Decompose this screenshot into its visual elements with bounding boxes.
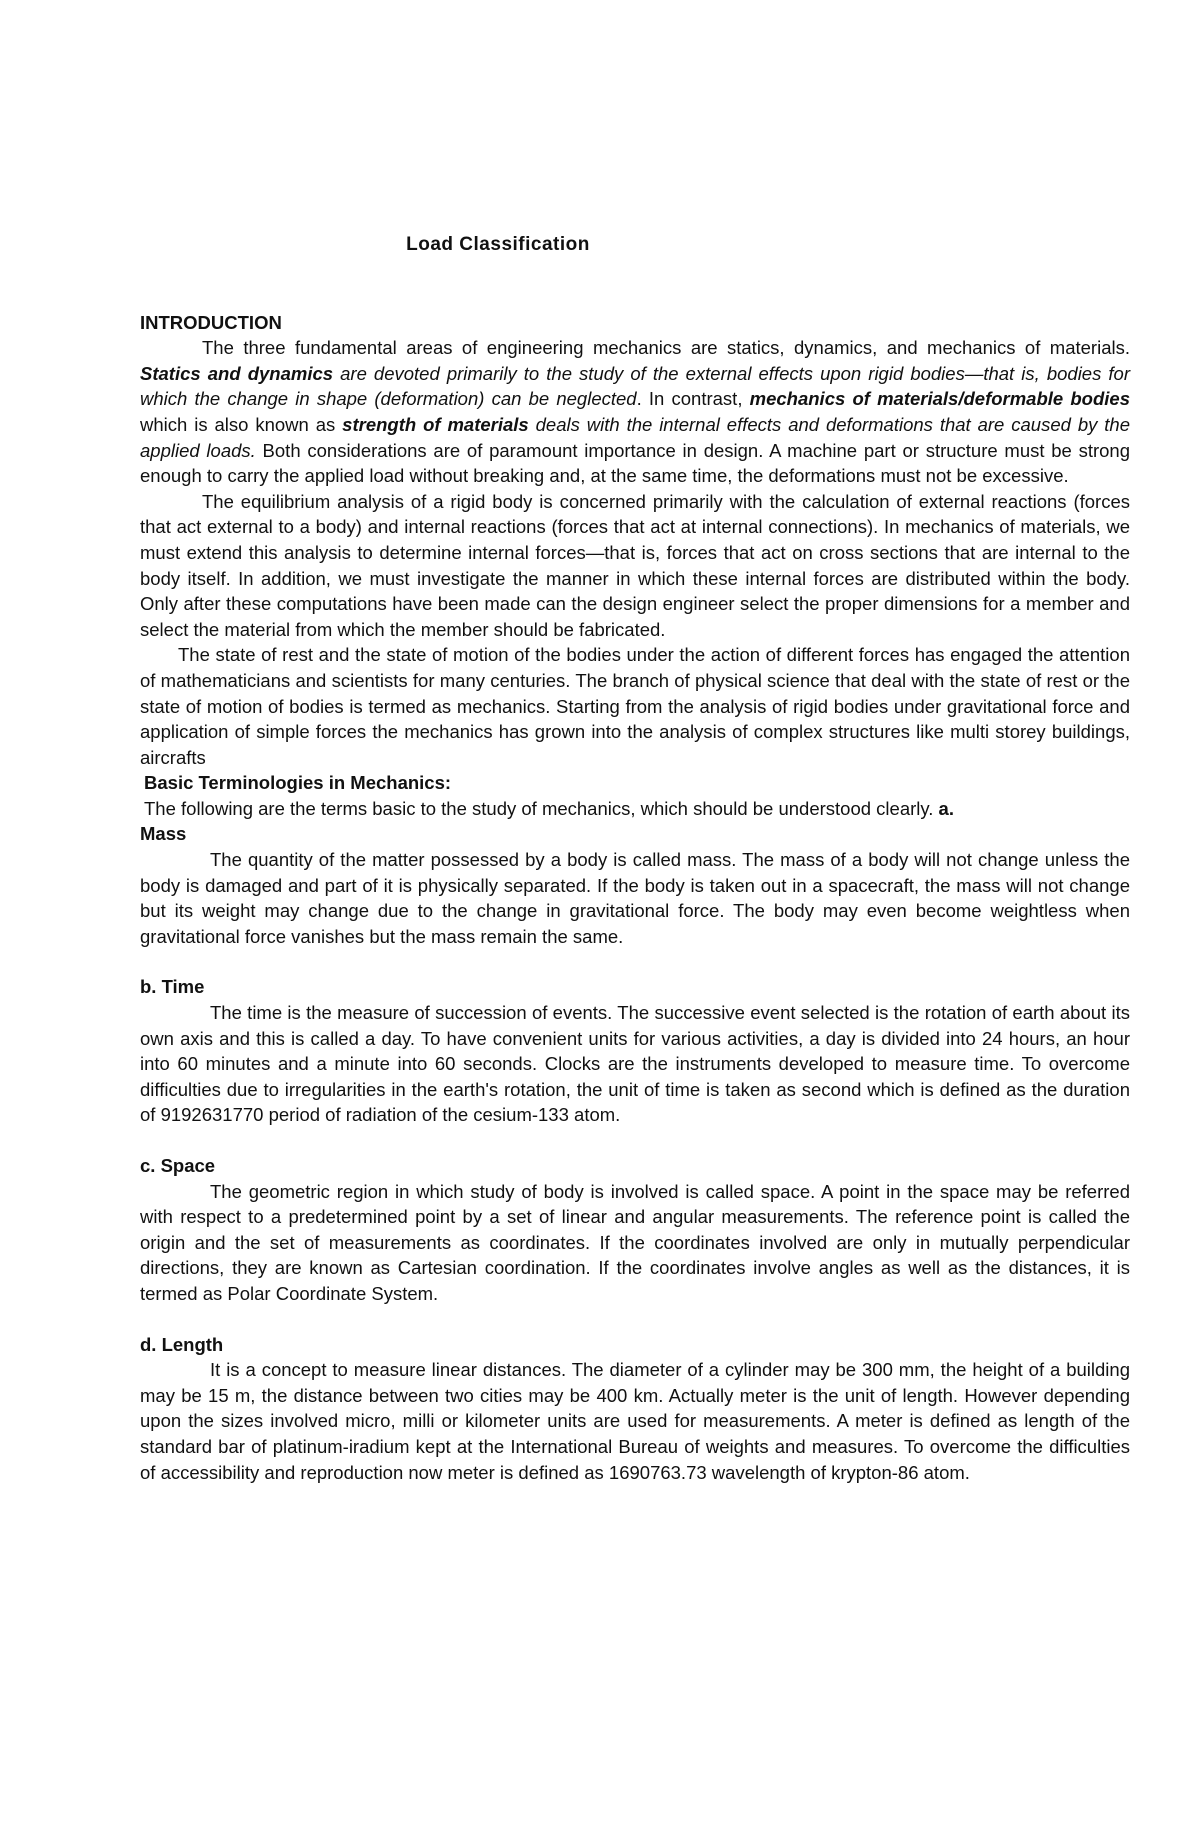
time-paragraph: The time is the measure of succession of events. The successive event selected is the rotation of earth about its own axis and this is called a day. To have convenient units for various activities, a day is divided into 24 hours, an hour into 60 minutes and a minute into 60 seconds. Clocks are the instruments developed to measure time. To overcome difficulties due to irregularities in the earth's rotation, the unit of time is taken as second which is defined as the duration of 9192631770 period of radiation of the cesium-133 atom. bbox=[140, 1002, 1130, 1126]
document-body bbox=[140, 232, 1130, 1485]
intro-paragraph-3: The state of rest and the state of motion of the bodies under the action of different forces has engaged the attention of mathematicians and scientists for many centuries. The branch of physical science that deal with the state of rest or the state of motion of bodies is termed as mechanics. Starting from the analysis of rigid bodies under gravitational force and application of simple forces the mechanics has grown into the analysis of complex structures like multi storey buildings, aircrafts bbox=[140, 644, 1130, 768]
basic-terminologies-heading: Basic Terminologies in Mechanics: bbox=[144, 772, 452, 794]
page-title: Load Classification bbox=[406, 234, 590, 255]
introduction-heading: INTRODUCTION bbox=[140, 311, 282, 333]
intro-paragraph-1: The three fundamental areas of engineering mechanics are statics, dynamics, and mechanics of materials. Statics and dynamics are devoted primarily to the study of the external effects upon rigid bodies—that is, bodies for which the change in shape (deformation) can be neglected. In contrast, mechanics of materials/deformable bodies which is also known as strength of materials deals with the internal effects and deformations that are caused by the applied loads. Both considerations are of paramount importance in design. A machine part or structure must be strong enough to carry the applied load without breaking and, at the same time, the deformations must not be excessive. bbox=[140, 337, 1131, 487]
basic-terminologies-lead: The following are the terms basic to the study of mechanics, which should be understood clearly. a. bbox=[144, 797, 954, 819]
time-heading: b. Time bbox=[140, 976, 205, 998]
length-heading: d. Length bbox=[140, 1333, 224, 1355]
space-heading: c. Space bbox=[140, 1155, 216, 1176]
mass-heading: Mass bbox=[140, 823, 187, 845]
intro-paragraph-2: The equilibrium analysis of a rigid body is concerned primarily with the calculation of external reactions (forces that act external to a body) and internal reactions (forces that act at internal connections). In mechanics of materials, we must extend this analysis to determine internal forces—that is, forces that act on cross sections that are internal to the body itself. In addition, we must investigate the manner in which these internal forces are distributed within the body. Only after these computations have been made can the design engineer select the proper dimensions for a member and select the material from which the member should be fabricated. bbox=[140, 490, 1130, 640]
space-paragraph: The geometric region in which study of body is involved is called space. A point in the space may be referred with respect to a predetermined point by a set of linear and angular measurements. The reference point is called the origin and the set of measurements as coordinates. If the coordinates involved are only in mutually perpendicular directions, they are known as Cartesian coordination. If the coordinates involve angles as well as the distances, it is termed as Polar Coordinate System. bbox=[140, 1180, 1130, 1304]
length-paragraph: It is a concept to measure linear distances. The diameter of a cylinder may be 300 mm, the height of a building may be 15 m, the distance between two cities may be 400 km. Actually meter is the unit of length. However depending upon the sizes involved micro, milli or kilometer units are used for measurements. A meter is defined as length of the standard bar of platinum-iradium kept at the International Bureau of weights and measures. To overcome the difficulties of accessibility and reproduction now meter is defined as 1690763.73 wavelength of krypton-86 atom. bbox=[140, 1359, 1130, 1483]
mass-paragraph: The quantity of the matter possessed by a body is called mass. The mass of a body will not change unless the body is damaged and part of it is physically separated. If the body is taken out in a spacecraft, the mass will not change but its weight may change due to the change in gravitational force. The body may even become weightless when gravitational force vanishes but the mass remain the same. bbox=[140, 849, 1130, 947]
